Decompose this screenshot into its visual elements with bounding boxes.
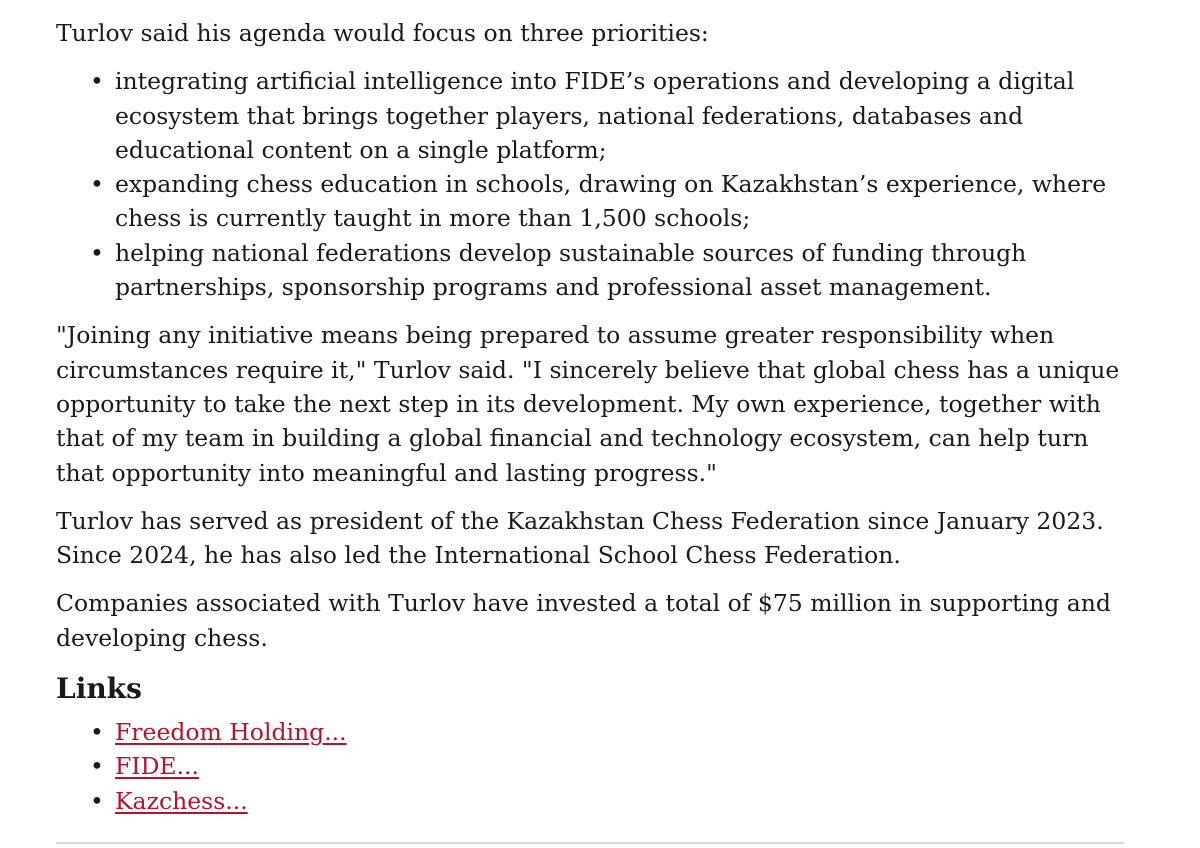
priority-text: integrating artificial intelligence into FIDE’s operations and developing a digital ecosystem that brings together players, national federations, databases and educational content on a single platform; [115,67,1075,164]
intro-paragraph: Turlov said his agenda would focus on three priorities: [56,19,709,47]
bullet-icon: • [90,238,104,267]
footer-divider [56,842,1124,844]
background-paragraph: Turlov has served as president of the Kazakhstan Chess Federation since January 2023. Since 2024, he has also led the International School Chess Federation. [56,506,1104,570]
link-kazchess[interactable]: Kazchess... [115,786,248,815]
priority-text: helping national federations develop sustainable sources of funding through partnerships, sponsorship programs and professional asset management. [115,238,1027,302]
quote-paragraph: "Joining any initiative means being prepared to assume greater responsibility when circumstances require it," Turlov said. "I sincerely believe that global chess has a unique opportunity to take the next step in its development. My own experience, together with that of my team in building a global financial and technology ecosystem, can help turn that opportunity into meaningful and lasting progress." [56,321,1120,487]
link-freedom-holding[interactable]: Freedom Holding... [115,718,347,747]
bullet-icon: • [90,786,104,815]
list-item [90,715,1136,749]
bullet-icon: • [90,67,104,96]
article-body [56,16,1136,832]
priorities-list [56,64,1136,304]
bullet-icon: • [90,752,104,781]
links-heading: Links [56,672,142,706]
link-fide[interactable]: FIDE... [115,752,199,781]
list-item [90,749,1136,783]
investment-paragraph: Companies associated with Turlov have invested a total of $75 million in supporting and developing chess. [56,589,1111,652]
bullet-icon: • [90,718,104,747]
bullet-icon: • [90,170,104,199]
list-item [90,236,1136,305]
list-item [90,784,1136,818]
links-list [56,715,1136,818]
priority-text: expanding chess education in schools, drawing on Kazakhstan’s experience, where chess is currently taught in more than 1,500 schools; [115,170,1107,233]
list-item [90,167,1136,236]
list-item [90,64,1136,167]
